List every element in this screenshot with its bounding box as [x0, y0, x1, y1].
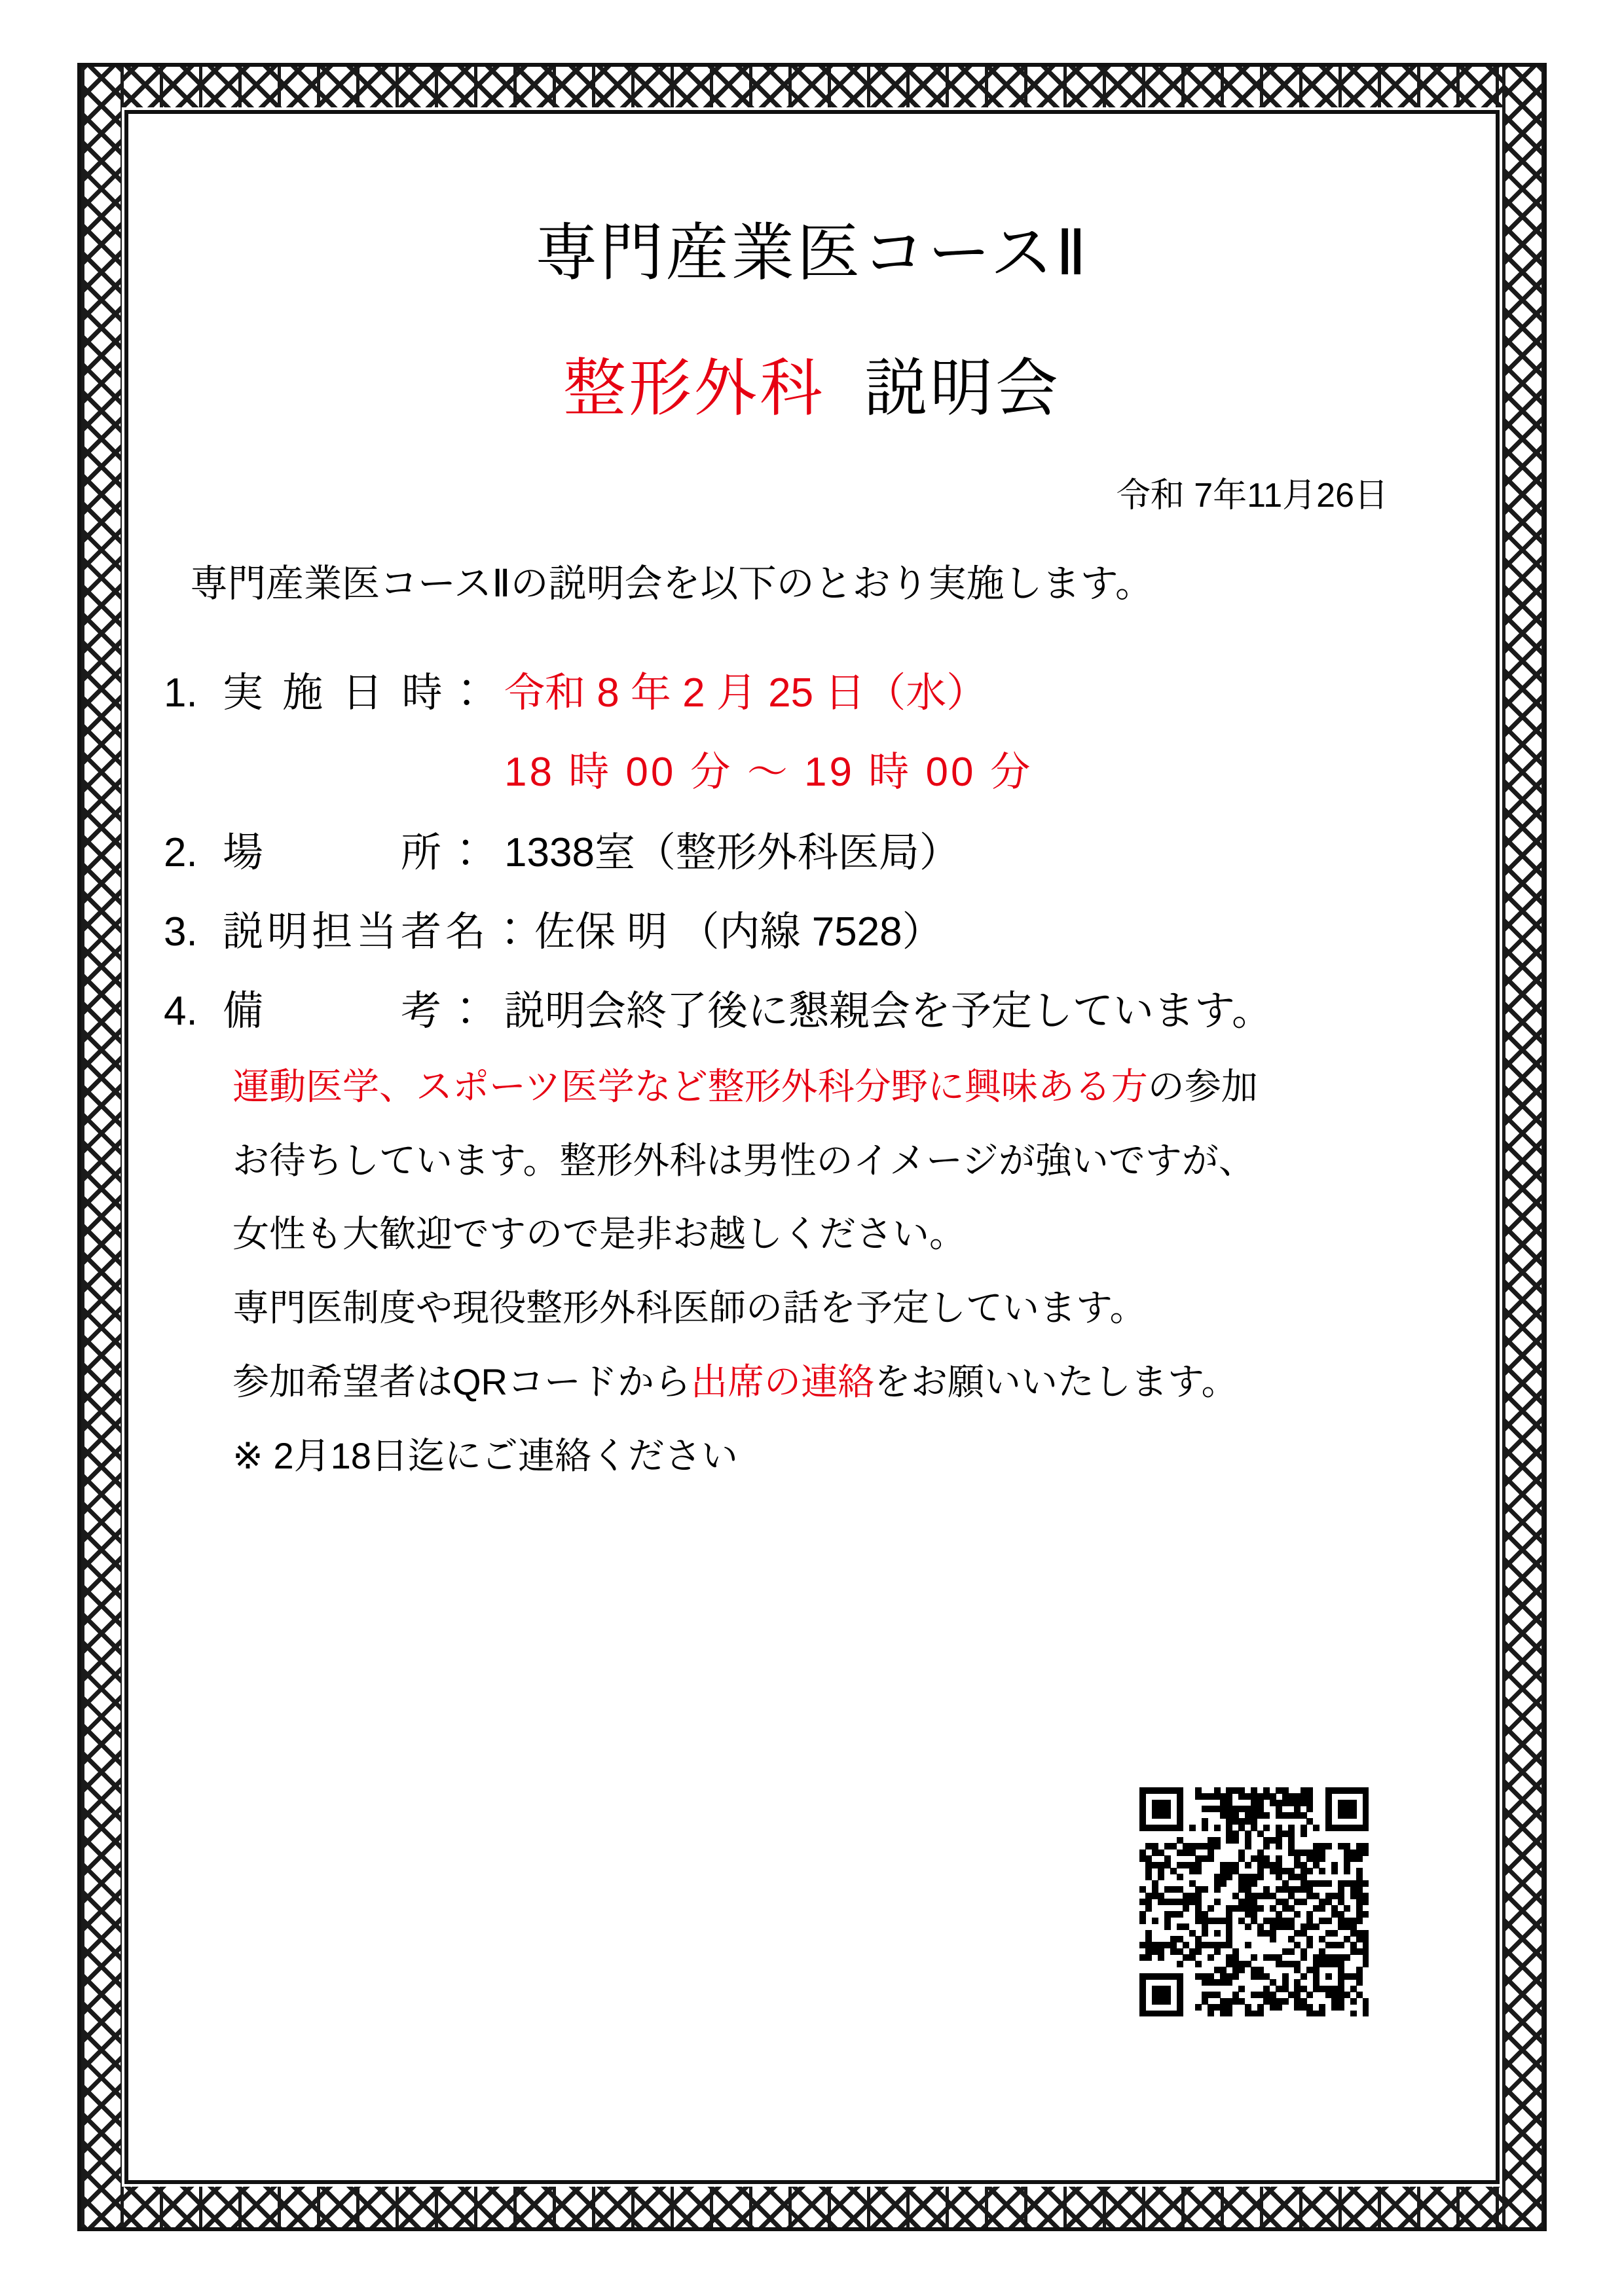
note-text: の参加: [1147, 1066, 1258, 1107]
page-subtitle: [151, 338, 1473, 428]
item-number: 3.: [164, 909, 198, 955]
note-line: 専門医制度や現役整形外科医師の話を予定しています。: [232, 1287, 1147, 1329]
note-text-tail: をお願いいたします。: [874, 1360, 1238, 1402]
note-line: お待ちしています。整形外科は男性のイメージが強いですが、: [232, 1139, 1255, 1181]
note-highlight: 出席の連絡: [691, 1360, 874, 1402]
details-list: [151, 660, 1473, 1036]
knot-border-left: [81, 67, 122, 2227]
item-label: 備 考：: [223, 989, 490, 1034]
item-number: 1.: [164, 670, 198, 716]
item-number: 2.: [164, 830, 198, 875]
notes-block: [151, 1057, 1473, 1485]
issue-date: 令和 7年11月26日: [1116, 477, 1388, 515]
list-item: [164, 820, 1473, 878]
knot-border-right: [1502, 67, 1543, 2227]
item-number: 4.: [164, 989, 198, 1034]
lead-paragraph: 専門産業医コースⅡの説明会を以下のとおり実施します。: [190, 562, 1154, 605]
subtitle-department: 整形外科: [563, 354, 825, 424]
item-label: 場 所：: [223, 830, 490, 875]
item-value: 令和 8 年 2 月 25 日（水）: [504, 670, 987, 716]
note-line: 女性も大歓迎ですので是非お越しください。: [232, 1213, 966, 1255]
note-highlight: 運動医学、スポーツ医学など整形外科分野に興味ある方: [232, 1066, 1148, 1107]
item-value: 佐保 明 （内線 7528）: [534, 909, 943, 955]
list-item: [164, 660, 1473, 718]
list-item: [164, 899, 1473, 957]
list-item: [164, 978, 1473, 1036]
note-line: [232, 1057, 1473, 1117]
note-line: [232, 1353, 1473, 1412]
item-value: 1338室（整形外科医局）: [504, 830, 960, 875]
item-label: 実 施 日 時：: [223, 670, 491, 716]
knot-border-bottom: [81, 2187, 1543, 2227]
deadline-note: ※ 2月18日迄にご連絡ください: [232, 1434, 738, 1476]
item-label: 説明担当者名：: [223, 909, 535, 955]
knot-border-top: [81, 67, 1543, 107]
subtitle-event: 説明会: [864, 354, 1061, 424]
qr-code-image: [1139, 1787, 1369, 2016]
item-sub-value: 18 時 00 分 ～ 19 時 00 分: [504, 750, 1033, 795]
qr-code[interactable]: [1139, 1787, 1369, 2016]
page-title: 専門産業医コースⅡ: [534, 218, 1090, 288]
item-value: 説明会終了後に懇親会を予定しています。: [504, 989, 1273, 1034]
note-text: 参加希望者はQRコードから: [232, 1360, 691, 1402]
